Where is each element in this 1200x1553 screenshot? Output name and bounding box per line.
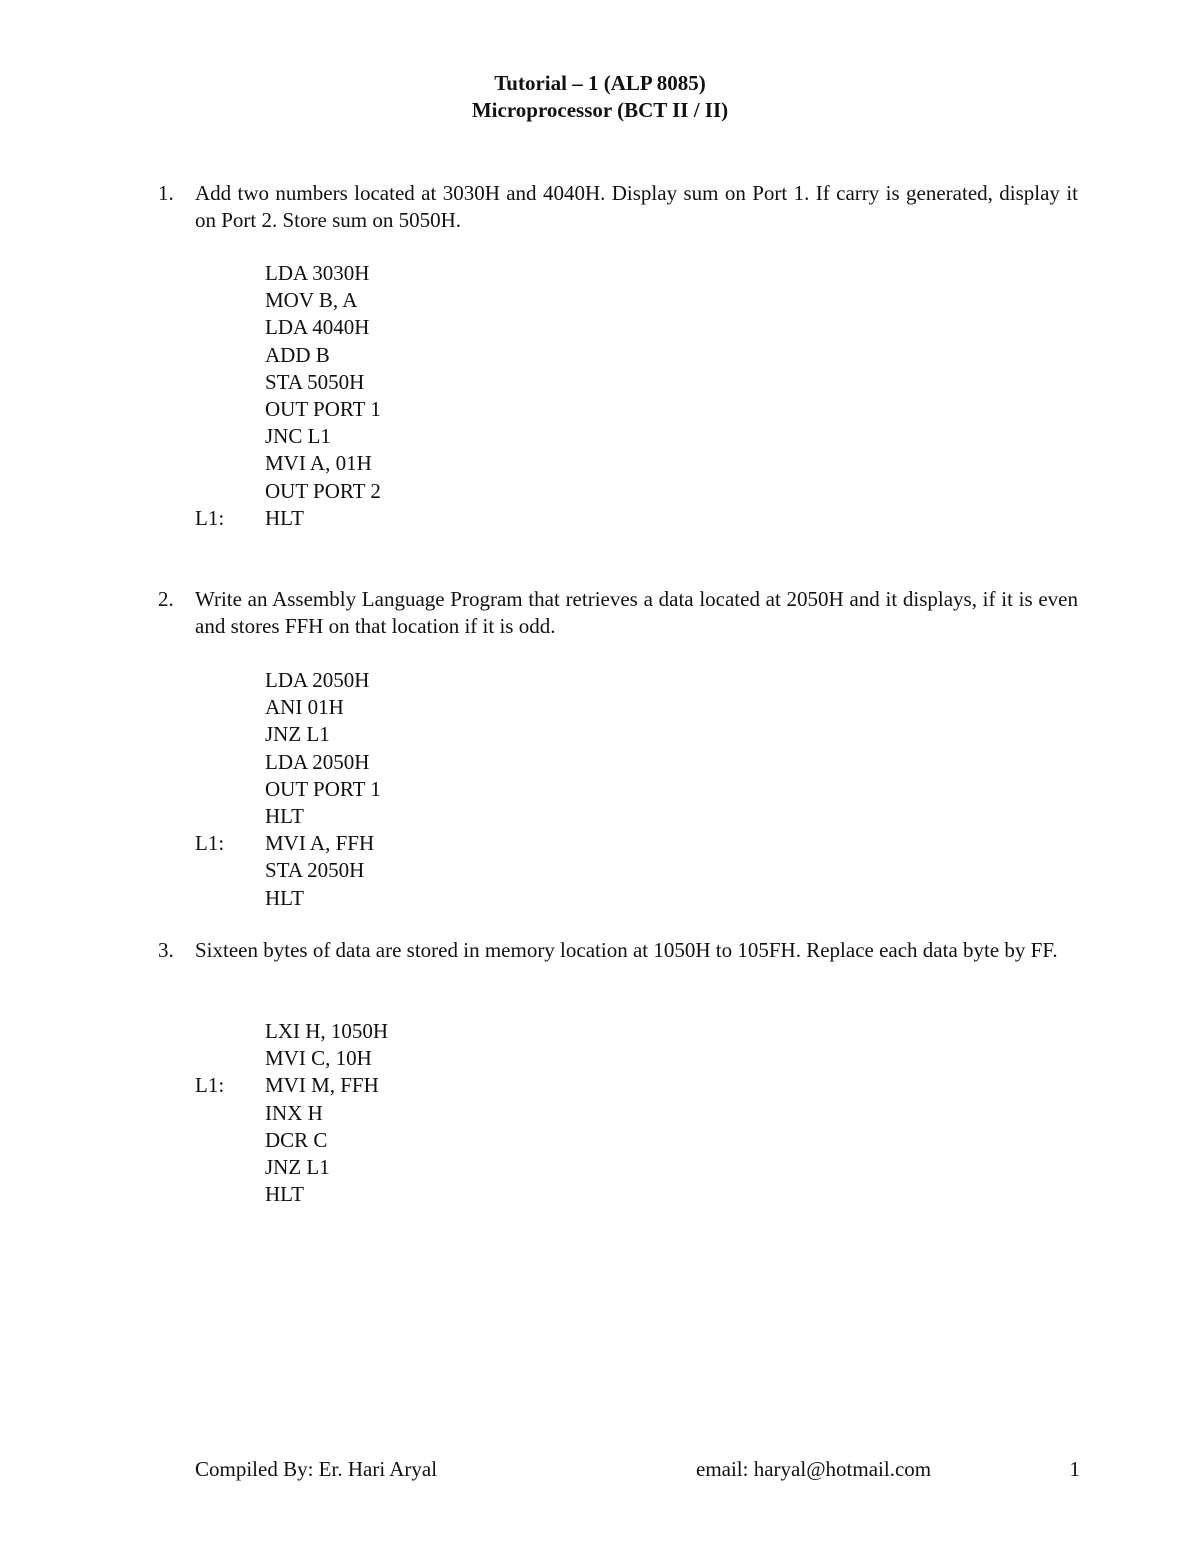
code-instruction: MVI A, 01H [265, 451, 372, 476]
code-instruction: LDA 2050H [265, 668, 370, 692]
page-footer [195, 1456, 1080, 1484]
code-instruction: LDA 3030H [265, 261, 370, 285]
code-label: L1: [195, 505, 225, 530]
question-text: Write an Assembly Language Program that retrieves a data located at 2050H and it displays, if it is even and stores FFH on that location if it is odd. [195, 587, 1078, 638]
code-instruction: LXI H, 1050H [265, 1019, 389, 1043]
code-instruction: DCR C [265, 1127, 328, 1152]
code-instruction: HLT [265, 803, 304, 828]
question-3 [158, 937, 1078, 964]
code-instruction: JNZ L1 [265, 722, 330, 747]
page-title: Tutorial – 1 (ALP 8085) [494, 71, 706, 95]
question-text: Add two numbers located at 3030H and 4040H. Display sum on Port 1. If carry is generated, display it on Port 2. Store sum on 5050H. [195, 181, 1078, 232]
code-instruction: MOV B, A [265, 288, 358, 313]
code-instruction: MVI A, FFH [265, 831, 375, 856]
code-instruction: STA 2050H [265, 858, 365, 883]
code-instruction: HLT [265, 1182, 304, 1207]
code-instruction: OUT PORT 1 [265, 776, 381, 801]
code-instruction: MVI C, 10H [265, 1046, 372, 1071]
code-instruction: STA 5050H [265, 369, 365, 394]
code-instruction: ANI 01H [265, 695, 344, 720]
question-number: 2. [158, 587, 174, 611]
code-instruction: LDA 4040H [265, 315, 370, 340]
question-2 [158, 586, 1078, 640]
question-1 [158, 180, 1078, 234]
code-instruction: INX H [265, 1100, 323, 1125]
page-header [0, 70, 1200, 124]
code-instruction: LDA 2050H [265, 749, 370, 774]
code-label: L1: [195, 1073, 225, 1098]
code-instruction: HLT [265, 505, 304, 530]
question-number: 1. [158, 181, 174, 205]
code-instruction: ADD B [265, 342, 330, 367]
page-subtitle: Microprocessor (BCT II / II) [471, 98, 729, 122]
code-instruction: MVI M, FFH [265, 1073, 379, 1098]
question-number: 3. [158, 938, 174, 962]
code-instruction: JNZ L1 [265, 1154, 330, 1179]
author-email: email: haryal@hotmail.com [696, 1457, 932, 1481]
code-instruction: HLT [265, 885, 304, 910]
code-instruction: OUT PORT 1 [265, 396, 381, 421]
code-instruction: OUT PORT 2 [265, 478, 381, 503]
code-instruction: JNC L1 [265, 424, 331, 449]
page-number: 1 [1069, 1457, 1080, 1481]
code-label: L1: [195, 831, 225, 856]
question-text: Sixteen bytes of data are stored in memory location at 1050H to 105FH. Replace each data byte by FF. [195, 938, 1058, 962]
compiled-by: Compiled By: Er. Hari Aryal [195, 1457, 438, 1481]
